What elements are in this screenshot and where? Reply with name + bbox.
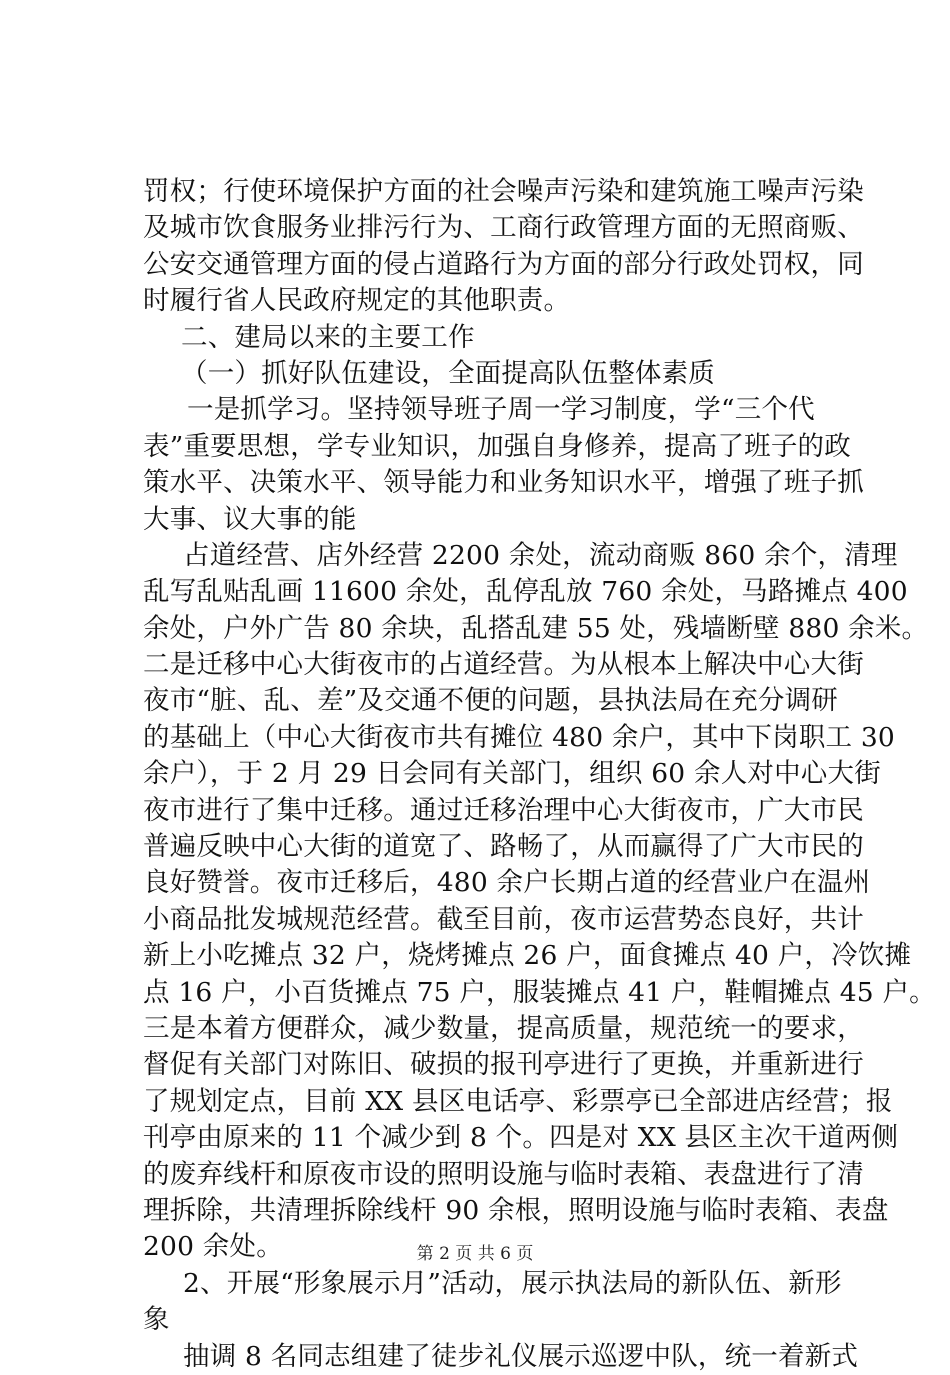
body-line-8: 表”重要思想，学专业知识，加强自身修养，提高了班子的政 [143,430,851,462]
body-line-30: 200 余处。 [143,1231,283,1263]
body-line-32: 象 [143,1304,170,1336]
body-line-28: 的废弃线杆和原夜市设的照明设施与临时表箱、表盘进行了清 [143,1158,864,1190]
body-line-26: 了规划定点，目前 XX 县区电话亭、彩票亭已全部进店经营；报 [143,1085,893,1117]
page-number-footer: 第 2 页 共 6 页 [416,1244,534,1264]
body-line-2: 及城市饮食服务业排污行为、工商行政管理方面的无照商贩、 [143,212,864,244]
body-line-22: 新上小吃摊点 32 户，烧烤摊点 26 户，面食摊点 40 户，冷饮摊 [143,940,912,972]
body-line-10: 大事、议大事的能 [143,503,357,535]
body-line-3: 公安交通管理方面的侵占道路行为方面的部分行政处罚权，同 [143,248,864,280]
document-body [143,174,936,1375]
body-line-1: 罚权；行使环境保护方面的社会噪声污染和建筑施工噪声污染 [143,176,864,207]
body-line-16: 的基础上（中心大街夜市共有摊位 480 余户，其中下岗职工 30 [143,721,895,753]
body-line-9: 策水平、决策水平、领导能力和业务知识水平，增强了班子抓 [143,467,864,499]
body-line-29: 理拆除，共清理拆除线杆 90 余根，照明设施与临时表箱、表盘 [143,1194,889,1226]
body-line-24: 三是本着方便群众，减少数量，提高质量，规范统一的要求， [143,1012,864,1044]
body-line-21: 小商品批发城规范经营。截至目前，夜市运营势态良好，共计 [143,903,864,935]
body-line-27: 刊亭由原来的 11 个减少到 8 个。四是对 XX 县区主次干道两侧 [143,1122,899,1154]
subsection-heading: （一）抓好队伍建设，全面提高队伍整体素质 [181,357,715,389]
body-line-13: 余处，户外广告 80 余块，乱搭乱建 55 处，残墙断壁 880 余米。 [143,612,929,644]
body-line-31: 2、开展“形象展示月”活动，展示执法局的新队伍、新形 [183,1267,842,1299]
body-line-4: 时履行省人民政府规定的其他职责。 [143,285,571,317]
body-line-20: 良好赞誉。夜市迁移后，480 余户长期占道的经营业户在温州 [143,867,871,899]
body-line-12: 乱写乱贴乱画 11600 余处，乱停乱放 760 余处，马路摊点 400 [143,576,908,608]
section-heading: 二、建局以来的主要工作 [181,321,475,353]
body-line-25: 督促有关部门对陈旧、破损的报刊亭进行了更换，并重新进行 [143,1049,864,1081]
body-line-11: 占道经营、店外经营 2200 余处，流动商贩 860 余个，清理 [183,539,898,571]
body-line-14: 二是迁移中心大街夜市的占道经营。为从根本上解决中心大街 [143,649,864,681]
body-line-18: 夜市进行了集中迁移。通过迁移治理中心大街夜市，广大市民 [143,794,864,826]
body-line-17: 余户），于 2 月 29 日会同有关部门，组织 60 余人对中心大街 [143,758,881,790]
body-line-7: 一是抓学习。坚持领导班子周一学习制度，学“三个代 [187,394,815,426]
body-line-15: 夜市“脏、乱、差”及交通不便的问题，县执法局在充分调研 [143,685,838,717]
body-line-19: 普遍反映中心大街的道宽了、路畅了，从而赢得了广大市民的 [143,831,864,863]
body-line-33: 抽调 8 名同志组建了徒步礼仪展示巡逻中队，统一着新式 [183,1340,859,1372]
body-line-23: 点 16 户，小百货摊点 75 户，服装摊点 41 户，鞋帽摊点 45 户。 [143,976,936,1008]
